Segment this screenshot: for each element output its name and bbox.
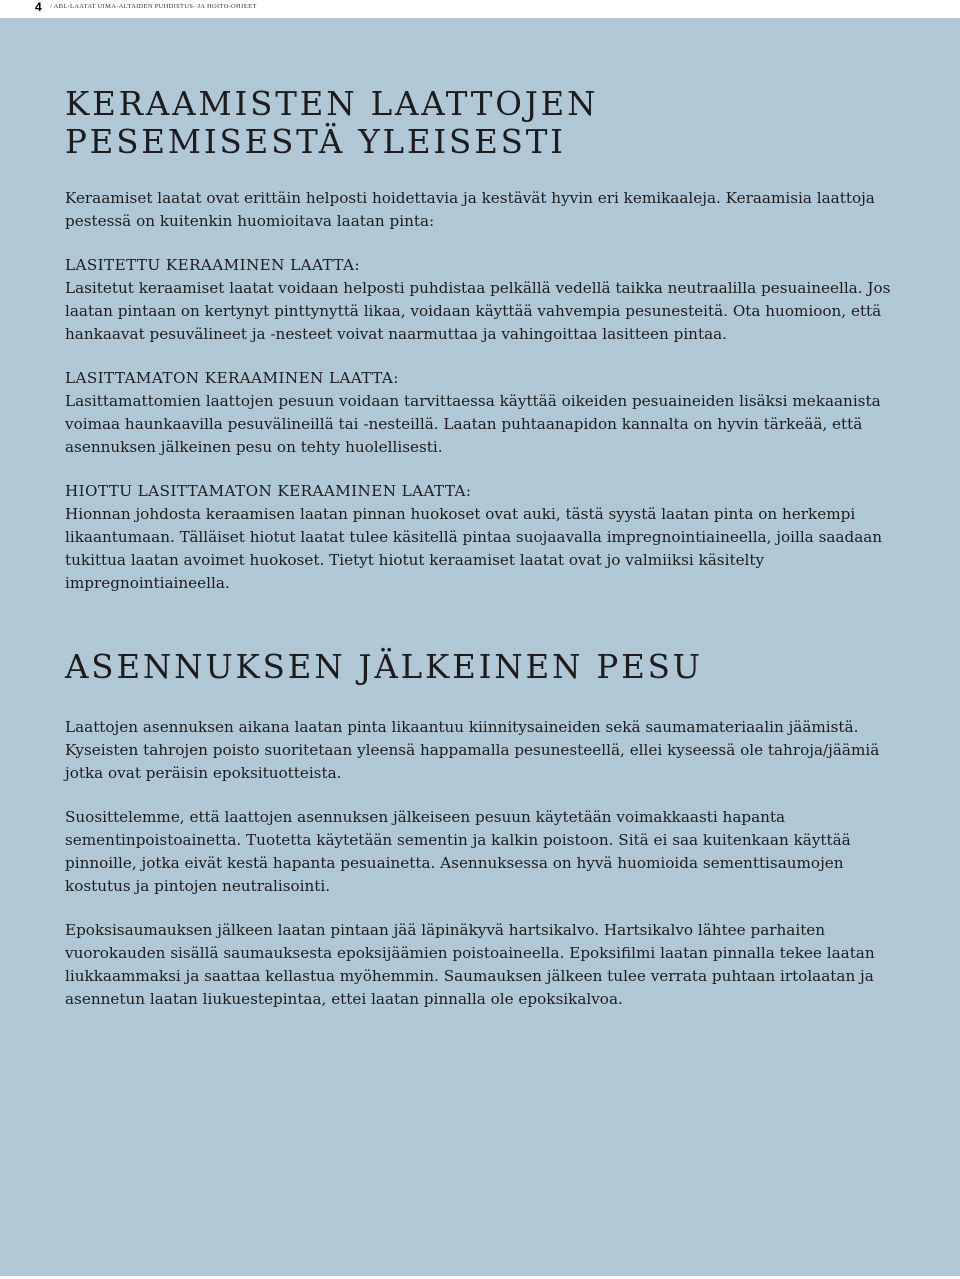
intro-paragraph: Keraamiset laatat ovat erittäin helposti hoidettavia ja kestävät hyvin eri kemikaaleja. Keraamisia laattoja pestessä on kuitenkin huomioitava laatan pinta: [65, 189, 875, 230]
glazed-tile-text: Lasitetut keraamiset laatat voidaan helposti puhdistaa pelkällä vedellä taikka neutraalilla pesuaineella. Jos laatan pintaan on kertynyt pinttynyttä likaa, voidaan käyttää vahvempia pesunesteitä. Ota huomioon, että hankaavat pesuvälineet ja -nesteet voivat naarmuttaa ja vahingoittaa lasitteen pintaa. [65, 279, 891, 343]
post-installation-paragraph-1: Laattojen asennuksen aikana laatan pinta likaantuu kiinnitysaineiden sekä saumamateriaalin jäämistä. Kyseisten tahrojen poisto suoritetaan yleensä happamalla pesunesteellä, ellei kyseessä ole tahroja/jäämiä jotka ovat peräisin epoksituotteista. [65, 718, 880, 782]
running-head: / ABL-LAATAT UIMA-ALTAIDEN PUHDISTUS- JA HOITO-OHJEET [50, 3, 257, 10]
polished-tile-section [65, 480, 905, 595]
post-installation-paragraph-2: Suosittelemme, että laattojen asennuksen jälkeiseen pesuun käytetään voimakkaasti hapanta sementinpoistoainetta. Tuotetta käytetään sementin ja kalkin poistoon. Sitä ei saa kuitenkaan käyttää pinnoille, jotka eivät kestä hapanta pesuainetta. Asennuksessa on hyvä huomioida sementtisaumojen kostutus ja pintojen neutralisointi. [65, 808, 851, 895]
section-title-post-installation: ASENNUKSEN JÄLKEINEN PESU [65, 648, 703, 686]
post-installation-paragraph-3: Epoksisaumauksen jälkeen laatan pintaan jää läpinäkyvä hartsikalvo. Hartsikalvo lähtee parhaiten vuorokauden sisällä saumauksesta epoksijäämien poistoaineella. Epoksifilmi laatan pinnalla tekee laatan liukkaammaksi ja saattaa kellastua myöhemmin. Saumauksen jälkeen tulee verrata puhtaan irtolaatan ja asennetun laatan liukuestepintaa, ettei laatan pinnalla ole epoksikalvoa. [65, 921, 875, 1008]
polished-tile-heading: HIOTTU LASITTAMATON KERAAMINEN LAATTA: [65, 482, 472, 500]
unglazed-tile-text: Lasittamattomien laattojen pesuun voidaan tarvittaessa käyttää oikeiden pesuaineiden lisäksi mekaanista voimaa haunkaavilla pesuvälineillä tai -nesteillä. Laatan puhtaanapidon kannalta on hyvin tärkeää, että asennuksen jälkeinen pesu on tehty huolellisesti. [65, 392, 881, 456]
section-title-cleaning-general: KERAAMISTEN LAATTOJEN PESEMISESTÄ YLEISESTI [65, 85, 599, 161]
unglazed-tile-section [65, 367, 905, 459]
unglazed-tile-heading: LASITTAMATON KERAAMINEN LAATTA: [65, 369, 399, 387]
page-header [0, 0, 960, 16]
page-content [65, 85, 905, 1011]
glazed-tile-heading: LASITETTU KERAAMINEN LAATTA: [65, 256, 360, 274]
glazed-tile-section [65, 254, 905, 346]
polished-tile-text: Hionnan johdosta keraamisen laatan pinnan huokoset ovat auki, tästä syystä laatan pinta on herkempi likaantumaan. Tälläiset hiotut laatat tulee käsitellä pintaa suojaavalla impregnointiaineella, joilla saadaan tukittua laatan avoimet huokoset. Tietyt hiotut keraamiset laatat ovat jo valmiiksi käsitelty impregnointiaineella. [65, 505, 883, 592]
page-number: 4 [35, 0, 42, 14]
